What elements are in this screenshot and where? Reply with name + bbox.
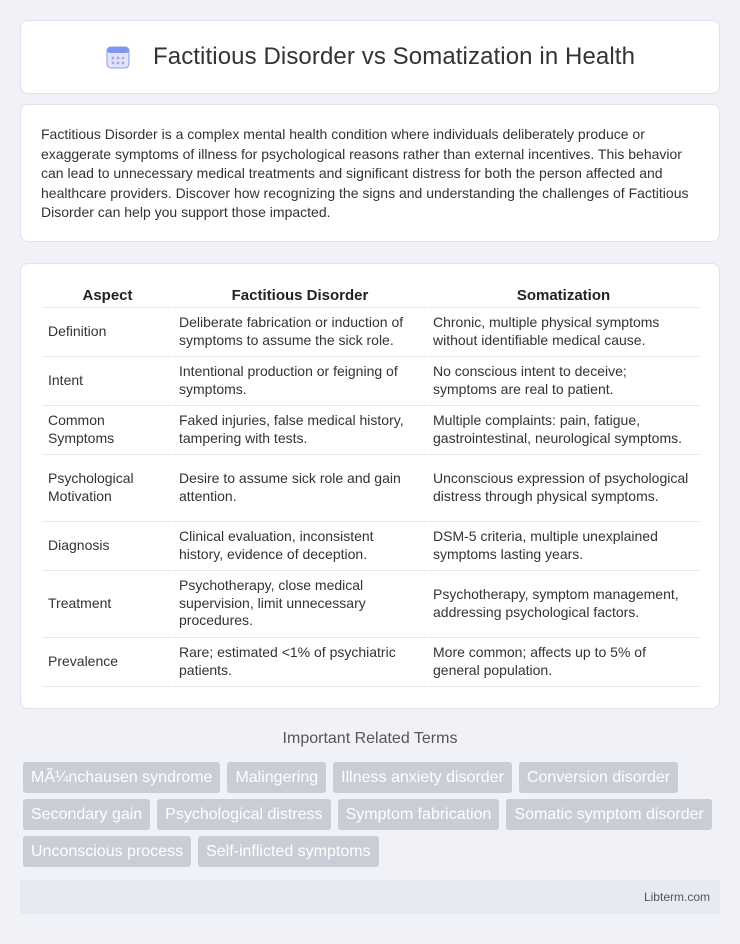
cell-factitious: Intentional production or feigning of symptoms. bbox=[173, 356, 427, 405]
tag-munchausen-syndrome[interactable]: MÃ¼nchausen syndrome bbox=[23, 762, 220, 793]
related-terms-tags bbox=[23, 762, 723, 873]
tag-illness-anxiety-disorder[interactable]: Illness anxiety disorder bbox=[333, 762, 512, 793]
tag-symptom-fabrication[interactable]: Symptom fabrication bbox=[338, 799, 500, 830]
comparison-table-card bbox=[20, 263, 720, 709]
intro-text: Factitious Disorder is a complex mental health condition where individuals deliberately produce or exaggerate symptoms of illness for psychological reasons rather than external incentives. This behavior can lead to unnecessary medical treatments and significant distress for both the person affected and healthcare providers. Discover how recognizing the signs and understanding the challenges of Factitious Disorder can help you support those impacted. bbox=[41, 126, 689, 221]
cell-somatization: DSM-5 criteria, multiple unexplained symptoms lasting years. bbox=[427, 521, 699, 570]
footer bbox=[20, 880, 720, 914]
tag-secondary-gain[interactable]: Secondary gain bbox=[23, 799, 150, 830]
cell-factitious: Psychotherapy, close medical supervision, limit unnecessary procedures. bbox=[173, 570, 427, 637]
cell-factitious: Rare; estimated <1% of psychiatric patients. bbox=[173, 637, 427, 686]
cell-somatization: Psychotherapy, symptom management, addressing psychological factors. bbox=[427, 570, 699, 637]
cell-aspect: Prevalence bbox=[43, 637, 173, 686]
cell-somatization: No conscious intent to deceive; symptoms are real to patient. bbox=[427, 356, 699, 405]
table-row bbox=[43, 521, 699, 570]
table-row bbox=[43, 307, 699, 356]
header-aspect: Aspect bbox=[43, 284, 173, 307]
table-row bbox=[43, 570, 699, 637]
cell-factitious: Desire to assume sick role and gain attention. bbox=[173, 454, 427, 521]
cell-aspect: Definition bbox=[43, 307, 173, 356]
related-terms-title: Important Related Terms bbox=[282, 730, 458, 747]
cell-aspect: Treatment bbox=[43, 570, 173, 637]
cell-aspect: Common Symptoms bbox=[43, 405, 173, 454]
tag-somatic-symptom-disorder[interactable]: Somatic symptom disorder bbox=[506, 799, 711, 830]
page-title: Factitious Disorder vs Somatization in Health bbox=[152, 43, 636, 70]
tag-row bbox=[23, 762, 723, 793]
table-row bbox=[43, 356, 699, 405]
cell-aspect: Diagnosis bbox=[43, 521, 173, 570]
footer-link[interactable]: Libterm.com bbox=[643, 890, 710, 904]
tag-psychological-distress[interactable]: Psychological distress bbox=[157, 799, 330, 830]
table-header-row bbox=[43, 284, 699, 307]
header-card bbox=[20, 20, 720, 94]
tag-row bbox=[23, 836, 723, 867]
calendar-icon bbox=[105, 44, 131, 70]
cell-aspect: Intent bbox=[43, 356, 173, 405]
cell-somatization: Multiple complaints: pain, fatigue, gastrointestinal, neurological symptoms. bbox=[427, 405, 699, 454]
tag-row bbox=[23, 799, 723, 830]
cell-factitious: Deliberate fabrication or induction of symptoms to assume the sick role. bbox=[173, 307, 427, 356]
tag-malingering[interactable]: Malingering bbox=[227, 762, 326, 793]
tag-self-inflicted-symptoms[interactable]: Self-inflicted symptoms bbox=[198, 836, 379, 867]
table-row bbox=[43, 637, 699, 686]
cell-somatization: Unconscious expression of psychological distress through physical symptoms. bbox=[427, 454, 699, 521]
table-row bbox=[43, 454, 699, 521]
cell-aspect: Psychological Motivation bbox=[43, 454, 173, 521]
cell-somatization: Chronic, multiple physical symptoms without identifiable medical cause. bbox=[427, 307, 699, 356]
header-somatization: Somatization bbox=[427, 284, 699, 307]
cell-factitious: Faked injuries, false medical history, tampering with tests. bbox=[173, 405, 427, 454]
header-factitious: Factitious Disorder bbox=[173, 284, 427, 307]
tag-unconscious-process[interactable]: Unconscious process bbox=[23, 836, 191, 867]
intro-card bbox=[20, 104, 720, 242]
cell-somatization: More common; affects up to 5% of general population. bbox=[427, 637, 699, 686]
tag-conversion-disorder[interactable]: Conversion disorder bbox=[519, 762, 678, 793]
comparison-table bbox=[43, 284, 699, 687]
cell-factitious: Clinical evaluation, inconsistent history, evidence of deception. bbox=[173, 521, 427, 570]
table-row bbox=[43, 405, 699, 454]
